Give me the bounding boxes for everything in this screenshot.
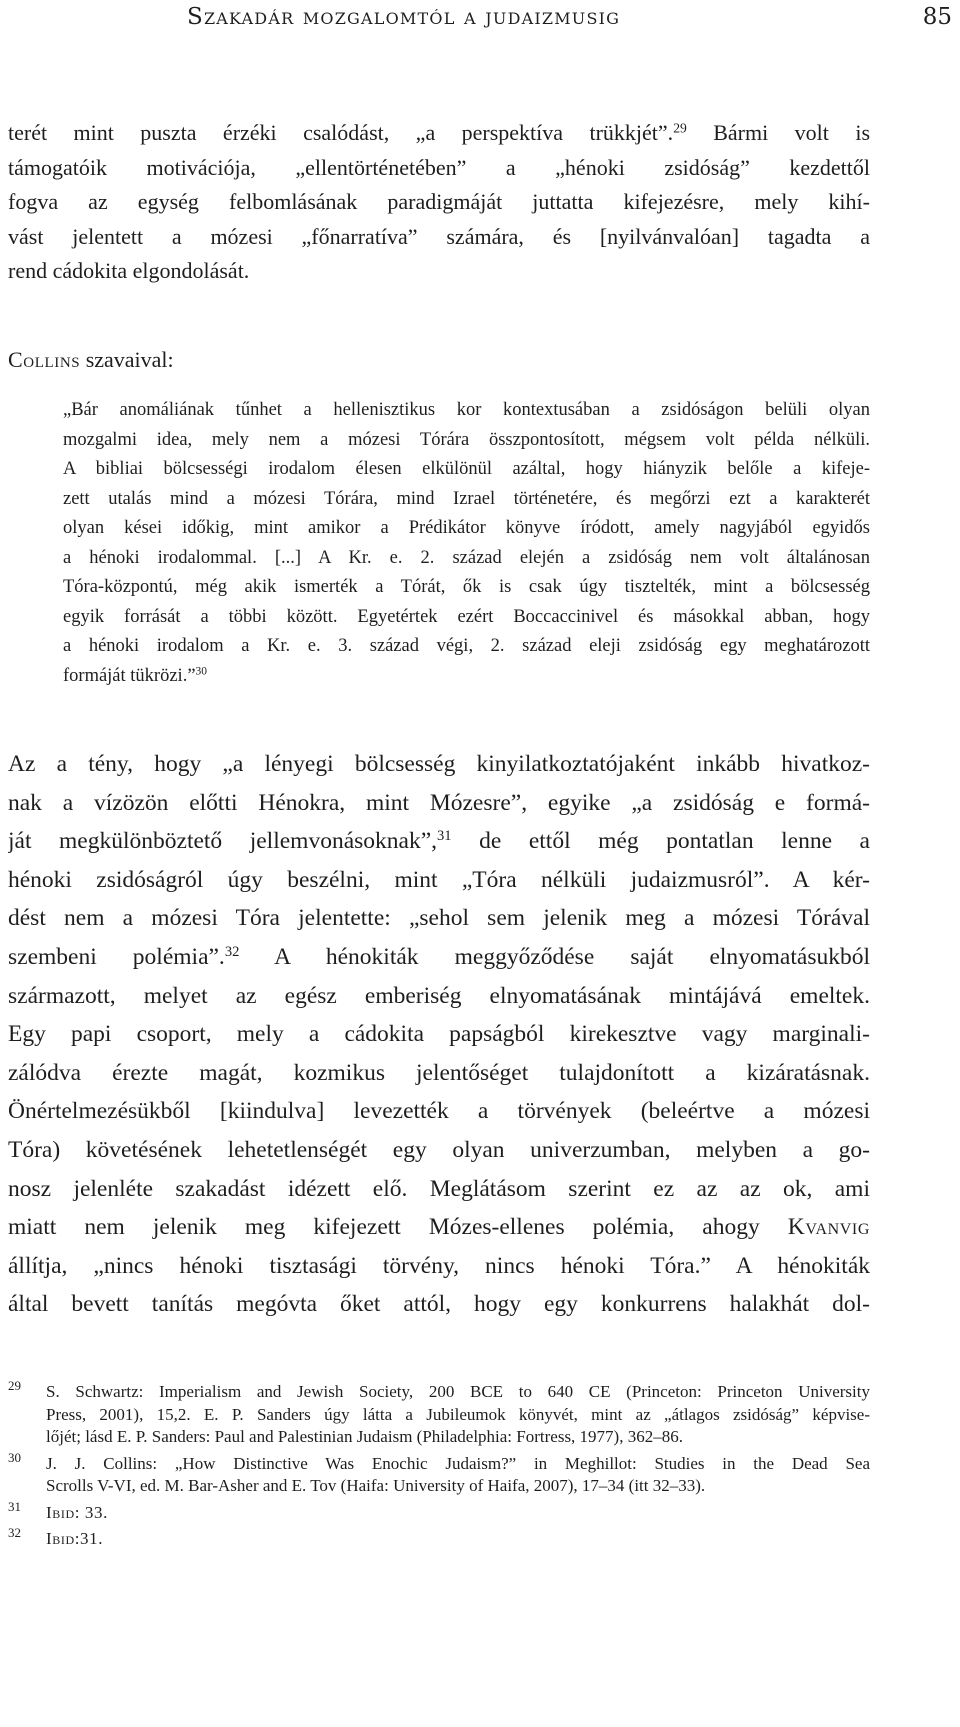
block-quote (63, 396, 870, 691)
quote-intro (8, 343, 870, 377)
text-line: nak a vízözön előtti Hénokra, mint Mózesre”, egyike „a zsidóság e formá- (8, 789, 870, 816)
footnote-line: Ibid: 33. (46, 1502, 108, 1522)
text-line: Egy papi csoport, mely a cádokita papságból kirekesztve vagy marginali- (8, 1021, 870, 1048)
text-line: miatt nem jelenik meg kifejezett Mózes-ellenes polémia, ahogy Kvanvig (8, 1214, 870, 1241)
text-line: terét mint puszta érzéki csalódást, „a perspektíva trükkjét”.$^{29}$ Bármi volt is (8, 120, 870, 145)
footnote-31 (8, 1498, 870, 1525)
author-name: Kvanvig (787, 1214, 870, 1241)
quote-line: formáját tükrözi.”$^{30}$ (63, 665, 207, 686)
footnote-line: Ibid:31. (46, 1529, 104, 1548)
footnote-ref-32[interactable]: 32 (224, 943, 240, 960)
footnote-30 (8, 1449, 870, 1498)
quote-line: olyan kései időkig, mint amikor a Prédikátor könyve íródott, amely nagyjából egyidős (63, 518, 870, 538)
text-line: származott, melyet az egész emberiség elnyomatásának mintájává emeltek. (8, 982, 870, 1009)
footnote-29 (8, 1378, 870, 1449)
quote-line: a hénoki irodalommal. [...] A Kr. e. 2. század elején a zsidóság nem volt általánosan (63, 547, 870, 568)
quote-line: egyik forrását a többi között. Egyetértek ezért Boccaccinivel és másokkal abban, hogy (63, 606, 870, 627)
footnote-ref-31[interactable]: 31 (437, 828, 452, 845)
text-line: dést nem a mózesi Tóra jelentette: „sehol sem jelenik meg a mózesi Tórával (8, 905, 870, 932)
footnote-number: 29 (8, 1378, 21, 1393)
text-line: rend cádokita elgondolását. (8, 258, 250, 283)
footnote-ref-29[interactable]: 29 (673, 120, 687, 136)
text-line: Tóra) követésének lehetetlenségét egy olyan univerzumban, melyben a go- (8, 1136, 870, 1163)
quote-line: Tóra-központú, még akik ismerték a Tórát, ők is csak úgy tisztelték, mint a bölcsesség (63, 577, 870, 597)
text-line: Önértelmezésükből [kiindulva] levezették a törvények (beleértve a mózesi (8, 1098, 870, 1125)
running-title: Szakadár mozgalomtól a judaizmusig (187, 4, 621, 30)
footnote-number: 30 (8, 1449, 21, 1465)
text-line: szembeni polémia”.$^{32}$ A hénokiták meggyőződése saját elnyomatásukból (8, 943, 870, 970)
paragraph-continued (8, 116, 870, 289)
author-name: Collins (8, 347, 81, 372)
quote-line: A bibliai bölcsességi irodalom élesen elkülönül azáltal, hogy hiányzik belőle a kifeje- (63, 459, 870, 479)
text-line: nosz jelenléte szakadást idézett elő. Meglátásom szerint ez az az ok, ami (8, 1175, 870, 1202)
page-header (0, 2, 960, 42)
main-paragraph (8, 745, 870, 1324)
text-line: által bevett tanítás megóvta őket attól, hogy egy konkurrens halakhát dol- (8, 1291, 870, 1318)
footnote-line: Press, 2001), 15,2. E. P. Sanders úgy látta a Jubileumok könyvét, mint az „átlagos zsidóság” képvise- (46, 1404, 870, 1424)
page-number: 85 (922, 4, 952, 30)
footnote-line: lőjét; lásd E. P. Sanders: Paul and Palestinian Judaism (Philadelphia: Fortress, 1977), 362–86. (46, 1427, 683, 1446)
text-line: fogva az egység felbomlásának paradigmáját juttatta kifejezésre, mely kihí- (8, 189, 870, 214)
text-line: támogatóik motivációja, „ellentörténetében” a „hénoki zsidóság” kezdettől (8, 154, 870, 180)
text-line: Az a tény, hogy „a lényegi bölcsesség kinyilatkoztatójaként inkább hivatkoz- (8, 751, 870, 777)
text-line: zálódva érezte magát, kozmikus jelentőséget tulajdonított a kizáratásnak. (8, 1059, 870, 1086)
text-line: állítja, „nincs hénoki tisztasági törvény, nincs hénoki Tóra.” A hénokiták (8, 1252, 870, 1279)
quote-line: a hénoki irodalom a Kr. e. 3. század végi, 2. század eleji zsidóság egy meghatározott (63, 636, 870, 656)
quote-line: mozgalmi idea, mely nem a mózesi Tórára összpontosított, mégsem volt példa nélküli. (63, 429, 870, 450)
footnote-line: J. J. Collins: „How Distinctive Was Enochic Judaism?” in Meghillot: Studies in the Dead Sea (46, 1453, 870, 1473)
quote-line: zett utalás mind a mózesi Tórára, mind Izrael történetére, és megőrzi ezt a karakterét (63, 488, 870, 509)
footnotes (8, 1378, 870, 1555)
footnote-32 (8, 1525, 870, 1551)
footnote-line: S. Schwartz: Imperialism and Jewish Society, 200 BCE to 640 CE (Princeton: Princeton University (46, 1382, 870, 1401)
footnote-number: 32 (8, 1525, 21, 1540)
text-line: ját megkülönböztető jellemvonásoknak”,$^{31}$ de ettől még pontatlan lenne a (8, 828, 870, 855)
footnote-number: 31 (8, 1498, 21, 1514)
intro-text: szavaival: (80, 347, 174, 372)
text-line: hénoki zsidóságról úgy beszélni, mint „Tóra nélküli judaizmusról”. A kér- (8, 866, 870, 893)
text-line: vást jelentett a mózesi „főnarratíva” számára, és [nyilvánvalóan] tagadta a (8, 223, 870, 249)
quote-line: „Bár anomáliának tűnhet a hellenisztikus kor kontextusában a zsidóságon belüli olyan (63, 400, 870, 420)
footnote-ref-30[interactable]: 30 (195, 665, 207, 678)
footnote-line: Scrolls V-VI, ed. M. Bar-Asher and E. Tov (Haifa: University of Haifa, 2007), 17–34 (itt 32–33). (46, 1476, 706, 1495)
